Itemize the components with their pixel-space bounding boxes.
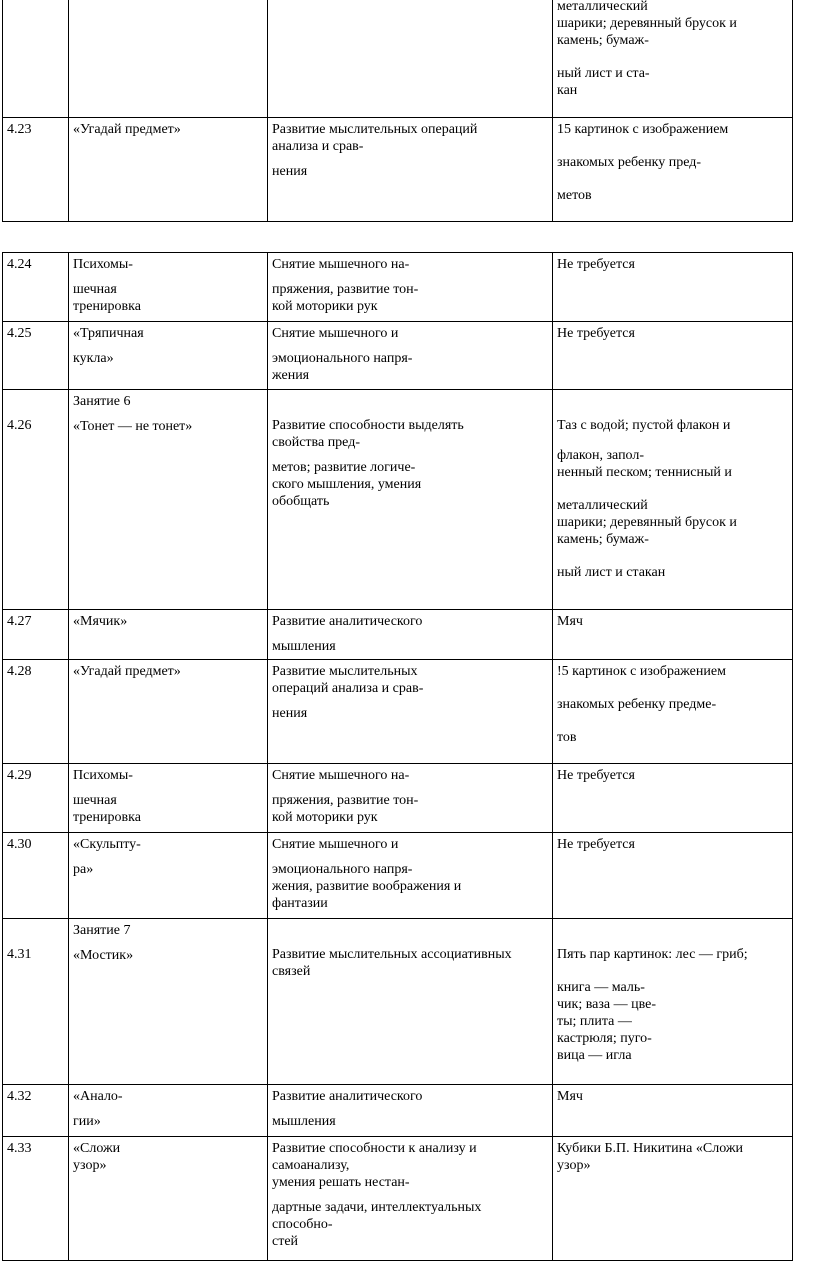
table-row: [3, 610, 793, 660]
text-line: дартные задачи, интеллектуальных: [272, 1200, 482, 1215]
cell-number: [3, 253, 69, 322]
text-line: Мяч: [557, 1089, 583, 1104]
text-line: Не требуется: [557, 257, 635, 272]
text-line: узор»: [73, 1158, 107, 1173]
text-line: 15 картинок с изображением: [557, 122, 729, 137]
text-line: тренировка: [73, 810, 141, 825]
cell-title: [69, 390, 268, 610]
cell-goal: [268, 764, 553, 833]
cell-number: [3, 833, 69, 919]
text-line: шарики; деревянный брусок и: [557, 515, 737, 530]
text-line: способно-: [272, 1217, 333, 1232]
cell-materials: [553, 0, 793, 118]
text-line: узор»: [557, 1158, 591, 1173]
text-line: умения решать нестан-: [272, 1175, 410, 1190]
cell-goal: [268, 118, 553, 222]
text-line: кой моторики рук: [272, 299, 378, 314]
text-line: Не требуется: [557, 768, 635, 783]
text-line: пряжения, развитие тон-: [272, 282, 419, 297]
row-number: 4.32: [7, 1089, 32, 1104]
cell-title: [69, 253, 268, 322]
text-line: нения: [272, 164, 308, 179]
text-line: ный лист и ста-: [557, 66, 650, 81]
text-line: знакомых ребенку пред-: [557, 155, 702, 170]
row-number: 4.33: [7, 1141, 32, 1156]
row-number: 4.25: [7, 326, 32, 341]
cell-materials: [553, 118, 793, 222]
cell-goal: [268, 660, 553, 764]
text-line: флакон, запол-: [557, 448, 645, 463]
activity-title: «Угадай предмет»: [73, 122, 181, 137]
table-row: [3, 764, 793, 833]
cell-materials: [553, 764, 793, 833]
table-row: [3, 118, 793, 222]
cell-number: [3, 0, 69, 118]
table-row: [3, 322, 793, 390]
text-line: Не требуется: [557, 837, 635, 852]
text-line: нения: [272, 706, 308, 721]
table-row: [3, 833, 793, 919]
text-line: анализа и срав-: [272, 139, 364, 154]
text-line: обобщать: [272, 494, 330, 509]
table-row: [3, 919, 793, 1085]
text-line: металлический: [557, 498, 648, 513]
cell-number: [3, 118, 69, 222]
text-line: «Угадай предмет»: [73, 664, 181, 679]
text-line: тов: [557, 730, 577, 745]
text-line: Развитие мыслительных операций: [272, 122, 478, 137]
row-number: 4.23: [7, 122, 32, 137]
cell-goal: [268, 610, 553, 660]
text-line: металлический: [557, 0, 648, 14]
cell-goal: [268, 833, 553, 919]
cell-goal: [268, 390, 553, 610]
text-line: ты; плита —: [557, 1014, 632, 1029]
text-line: камень; бумаж-: [557, 33, 649, 48]
text-line: операций анализа и срав-: [272, 681, 424, 696]
cell-number: [3, 1137, 69, 1261]
text-line: «Мячик»: [73, 614, 128, 629]
session-label: Занятие 6: [73, 394, 131, 409]
cell-goal: [268, 322, 553, 390]
text-line: свойства пред-: [272, 435, 360, 450]
cell-title: [69, 764, 268, 833]
text-line: «Скульпту-: [73, 837, 141, 852]
text-line: Мяч: [557, 614, 583, 629]
cell-materials: [553, 1137, 793, 1261]
text-line: Развитие мыслительных: [272, 664, 418, 679]
text-line: Кубики Б.П. Никитина «Сложи: [557, 1141, 744, 1156]
cell-number: [3, 764, 69, 833]
text-line: гии»: [73, 1114, 101, 1129]
text-line: кой моторики рук: [272, 810, 378, 825]
text-line: Развитие способности выделять: [272, 418, 464, 433]
text-line: эмоционального напря-: [272, 351, 413, 366]
cell-number: [3, 1085, 69, 1137]
text-line: камень; бумаж-: [557, 532, 649, 547]
cell-number: [3, 660, 69, 764]
text-line: мышления: [272, 1114, 336, 1129]
text-line: кастрюля; пуго-: [557, 1031, 652, 1046]
text-line: пряжения, развитие тон-: [272, 793, 419, 808]
text-line: «Мостик»: [73, 948, 134, 963]
row-number: 4.31: [7, 947, 32, 962]
text-line: стей: [272, 1234, 299, 1249]
text-line: шечная: [73, 793, 117, 808]
cell-materials: [553, 1085, 793, 1137]
cell-title: [69, 919, 268, 1085]
text-line: шарики; деревянный брусок и: [557, 16, 737, 31]
text-line: книга — маль-: [557, 980, 645, 995]
text-line: ный лист и стакан: [557, 565, 666, 580]
cell-title: [69, 0, 268, 118]
text-line: ра»: [73, 862, 94, 877]
text-line: Психомы-: [73, 257, 133, 272]
text-line: метов; развитие логиче-: [272, 460, 416, 475]
text-line: метов: [557, 188, 592, 203]
cell-number: [3, 610, 69, 660]
row-number: 4.27: [7, 614, 32, 629]
text-line: кукла»: [73, 351, 114, 366]
cell-title: [69, 833, 268, 919]
table-row: [3, 660, 793, 764]
cell-materials: [553, 610, 793, 660]
cell-goal: [268, 1085, 553, 1137]
cell-number: [3, 322, 69, 390]
text-line: мышления: [272, 639, 336, 654]
text-line: эмоционального напря-: [272, 862, 413, 877]
cell-number: [3, 919, 69, 1085]
cell-goal: [268, 253, 553, 322]
text-line: ского мышления, умения: [272, 477, 422, 492]
row-number: 4.30: [7, 837, 32, 852]
cell-materials: [553, 833, 793, 919]
text-line: кан: [557, 83, 578, 98]
text-line: «Сложи: [73, 1141, 121, 1156]
text-line: Пять пар картинок: лес — гриб;: [557, 947, 748, 962]
text-line: самоанализу,: [272, 1158, 350, 1173]
text-line: тренировка: [73, 299, 141, 314]
cell-title: [69, 660, 268, 764]
text-line: Не требуется: [557, 326, 635, 341]
text-line: Снятие мышечного на-: [272, 768, 410, 783]
cell-number: [3, 390, 69, 610]
cell-title: [69, 1137, 268, 1261]
text-line: Психомы-: [73, 768, 133, 783]
text-line: Развитие способности к анализу и: [272, 1141, 477, 1156]
activities-table-continued: [2, 0, 793, 222]
cell-title: [69, 610, 268, 660]
text-line: ненный песком; теннисный и: [557, 465, 732, 480]
cell-goal: [268, 0, 553, 118]
text-line: знакомых ребенку предме-: [557, 697, 717, 712]
cell-goal: [268, 1137, 553, 1261]
text-line: фантазии: [272, 896, 328, 911]
table-row: [3, 0, 793, 118]
cell-goal: [268, 919, 553, 1085]
table-row: [3, 1137, 793, 1261]
text-line: Снятие мышечного на-: [272, 257, 410, 272]
text-line: Развитие мыслительных ассоциативных: [272, 947, 512, 962]
table-row: [3, 1085, 793, 1137]
text-line: Таз с водой; пустой флакон и: [557, 418, 731, 433]
text-line: жения, развитие воображения и: [272, 879, 462, 894]
cell-title: [69, 322, 268, 390]
cell-title: [69, 1085, 268, 1137]
table-row: [3, 390, 793, 610]
text-line: Развитие аналитического: [272, 1089, 423, 1104]
cell-title: [69, 118, 268, 222]
text-line: «Тонет — не тонет»: [73, 419, 193, 434]
row-number: 4.24: [7, 257, 32, 272]
table-row: [3, 253, 793, 322]
cell-materials: [553, 660, 793, 764]
activities-table: [2, 252, 793, 1261]
text-line: вица — игла: [557, 1048, 632, 1063]
row-number: 4.26: [7, 418, 32, 433]
text-line: «Анало-: [73, 1089, 123, 1104]
cell-materials: [553, 322, 793, 390]
row-number: 4.29: [7, 768, 32, 783]
text-line: !5 картинок с изображением: [557, 664, 726, 679]
text-line: Снятие мышечного и: [272, 326, 399, 341]
text-line: жения: [272, 368, 310, 383]
text-line: связей: [272, 964, 311, 979]
cell-materials: [553, 253, 793, 322]
text-line: чик; ваза — цве-: [557, 997, 657, 1012]
cell-materials: [553, 919, 793, 1085]
text-line: Развитие аналитического: [272, 614, 423, 629]
row-number: 4.28: [7, 664, 32, 679]
text-line: «Тряпичная: [73, 326, 144, 341]
text-line: Снятие мышечного и: [272, 837, 399, 852]
session-label: Занятие 7: [73, 923, 131, 938]
cell-materials: [553, 390, 793, 610]
text-line: шечная: [73, 282, 117, 297]
